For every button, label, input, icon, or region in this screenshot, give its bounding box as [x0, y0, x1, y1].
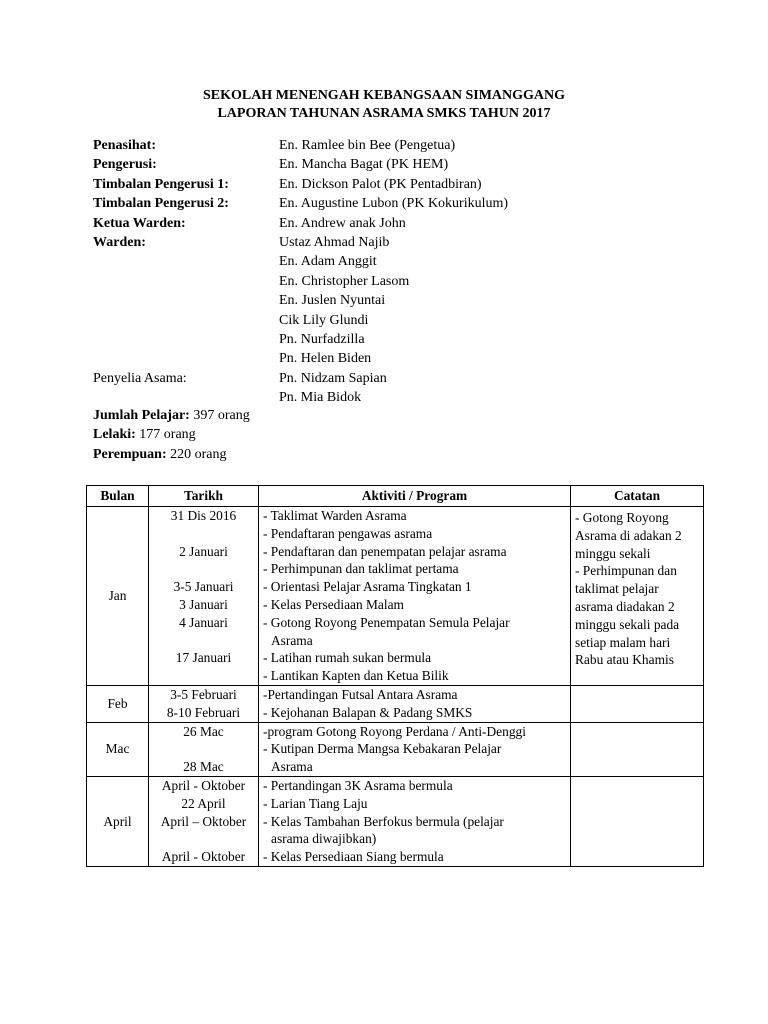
warden-name: En. Adam Anggit: [279, 254, 377, 270]
date-line: [153, 560, 254, 578]
month-cell: Jan: [87, 507, 149, 686]
date-line: April – Oktober: [160, 813, 247, 829]
activity-line: - Lantikan Kapten dan Ketua Bilik: [263, 668, 449, 684]
penasihat-label: Penasihat:: [93, 138, 156, 153]
activity-line: -program Gotong Royong Perdana / Anti-Denggi: [263, 723, 526, 739]
penyelia-name: Pn. Mia Bidok: [279, 390, 362, 406]
note-line: minggu sekali pada: [575, 616, 680, 632]
activity-line: Asrama: [271, 632, 313, 648]
activity-line: - Gotong Royong Penempatan Semula Pelajar: [263, 614, 510, 630]
activity-line: - Taklimat Warden Asrama: [263, 508, 407, 523]
penyelia-name: Pn. Nidzam Sapian: [279, 370, 387, 386]
note-line: minggu sekali: [575, 545, 651, 561]
activity-line: - Pendaftaran pengawas asrama: [263, 525, 433, 541]
date-line: 8-10 Februari: [166, 704, 241, 720]
jumlah-label: Jumlah Pelajar:: [93, 408, 190, 423]
ketua-warden-value: En. Andrew anak John: [279, 215, 406, 231]
date-line: April - Oktober: [161, 777, 246, 793]
table-row: [87, 507, 704, 686]
date-cell: [149, 722, 259, 776]
activity-line: - Pertandingan 3K Asrama bermula: [263, 777, 453, 793]
date-line: April - Oktober: [161, 849, 246, 865]
ketua-warden-label: Ketua Warden:: [93, 215, 186, 231]
warden-name: Cik Lily Glundi: [279, 312, 369, 328]
header-tarikh: Tarikh: [149, 486, 259, 507]
note-line: setiap malam hari: [575, 634, 671, 650]
timbalan2-label: Timbalan Pengerusi 2:: [93, 196, 229, 212]
date-line: 26 Mac: [183, 723, 224, 739]
date-line: [153, 667, 254, 685]
date-cell: [149, 685, 259, 722]
pengerusi-value: En. Mancha Bagat (PK HEM): [279, 157, 449, 173]
header-catatan: Catatan: [571, 486, 704, 507]
date-cell: [149, 507, 259, 686]
warden-name: Pn. Nurfadzilla: [279, 331, 365, 347]
date-line: 3-5 Januari: [173, 579, 234, 595]
activity-line: - Kejohanan Balapan & Padang SMKS: [263, 704, 473, 720]
document-title: SEKOLAH MENENGAH KEBANGSAAN SIMANGGANG: [202, 88, 566, 103]
date-line: [153, 525, 254, 543]
perempuan-value: 220 orang: [166, 446, 227, 462]
header-bulan: Bulan: [87, 486, 149, 507]
note-cell: [571, 507, 704, 686]
warden-name: En. Juslen Nyuntai: [279, 293, 386, 309]
activity-table: [86, 485, 704, 867]
lelaki: [93, 427, 250, 446]
activity-cell: [259, 507, 571, 686]
date-line: 3 Januari: [179, 596, 228, 612]
student-stats: [93, 408, 250, 466]
activity-line: - Kutipan Derma Mangsa Kebakaran Pelajar: [263, 741, 502, 757]
warden-label: Warden:: [93, 234, 146, 250]
note-cell: [571, 776, 704, 866]
jumlah-pelajar: [93, 408, 250, 427]
activity-line: - Latihan rumah sukan bermula: [263, 650, 432, 666]
month-cell: Mac: [87, 722, 149, 776]
date-line: [153, 632, 254, 650]
timbalan2-value: En. Augustine Lubon (PK Kokurikulum): [279, 196, 509, 212]
lelaki-value: 177 orang: [135, 427, 196, 443]
lelaki-label: Lelaki:: [93, 427, 136, 443]
activity-line: - Larian Tiang Laju: [263, 795, 368, 811]
date-line: 4 Januari: [179, 614, 228, 630]
penyelia-label: Penyelia Asama:: [93, 370, 187, 386]
date-line: 17 Januari: [175, 650, 232, 666]
month-cell: April: [87, 776, 149, 866]
note-cell: [571, 685, 704, 722]
activity-line: -Pertandingan Futsal Antara Asrama: [263, 686, 458, 702]
penasihat-value: En. Ramlee bin Bee (Pengetua): [279, 138, 456, 153]
date-cell: [149, 776, 259, 866]
activity-line: - Kelas Persediaan Siang bermula: [263, 849, 444, 865]
table-row: [87, 722, 704, 776]
note-line: taklimat pelajar: [575, 581, 659, 597]
warden-name: En. Christopher Lasom: [279, 273, 410, 289]
date-line: [153, 830, 254, 848]
table-header-row: [87, 486, 704, 507]
activity-line: - Pendaftaran dan penempatan pelajar asrama: [263, 543, 507, 559]
activity-cell: [259, 722, 571, 776]
date-line: 2 Januari: [179, 543, 228, 559]
pengerusi-label: Pengerusi:: [93, 157, 157, 173]
activity-cell: [259, 776, 571, 866]
timbalan1-value: En. Dickson Palot (PK Pentadbiran): [279, 176, 482, 192]
activity-line: Asrama: [271, 759, 313, 775]
activity-line: - Orientasi Pelajar Asrama Tingkatan 1: [263, 579, 472, 595]
document-subtitle: LAPORAN TAHUNAN ASRAMA SMKS TAHUN 2017: [217, 106, 551, 121]
activity-cell: [259, 685, 571, 722]
note-line: - Perhimpunan dan: [575, 563, 677, 579]
activity-line: - Kelas Tambahan Berfokus bermula (pelajar: [263, 813, 504, 829]
jumlah-value: 397 orang: [189, 408, 250, 423]
perempuan-label: Perempuan:: [93, 446, 167, 462]
timbalan1-label: Timbalan Pengerusi 1:: [93, 176, 229, 192]
warden-name: Pn. Helen Biden: [279, 351, 372, 367]
date-line: 31 Dis 2016: [170, 508, 237, 523]
date-line: 22 April: [181, 795, 226, 811]
activity-line: asrama diwajibkan): [271, 831, 377, 847]
note-line: asrama diadakan 2: [575, 598, 675, 614]
note-line: Asrama di adakan 2: [575, 527, 682, 543]
perempuan: [93, 447, 250, 466]
header-aktiviti: Aktiviti / Program: [259, 486, 571, 507]
date-line: 28 Mac: [183, 759, 224, 775]
month-cell: Feb: [87, 685, 149, 722]
warden-name: Ustaz Ahmad Najib: [279, 234, 390, 250]
activity-line: - Kelas Persediaan Malam: [263, 596, 404, 612]
note-line: - Gotong Royong: [575, 510, 669, 525]
note-line: Rabu atau Khamis: [575, 652, 674, 668]
table-row: [87, 776, 704, 866]
date-line: [153, 740, 254, 758]
activity-line: - Perhimpunan dan taklimat pertama: [263, 561, 459, 577]
table-row: [87, 685, 704, 722]
date-line: 3-5 Februari: [170, 686, 237, 702]
note-cell: [571, 722, 704, 776]
